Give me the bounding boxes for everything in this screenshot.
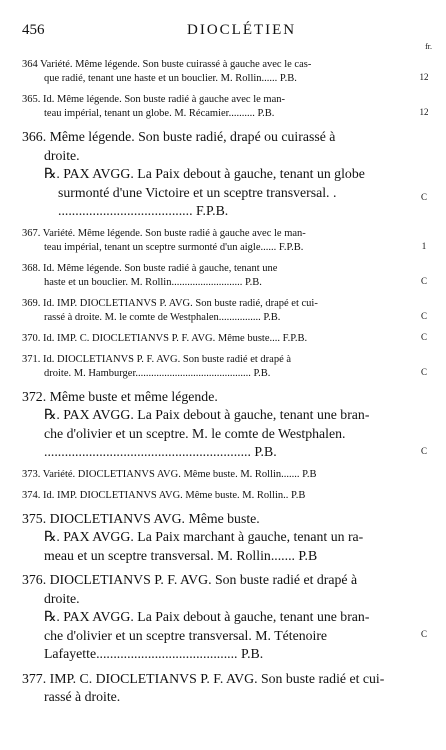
entry-line: droite. M. Hamburger............................................ P.B.	[44, 367, 271, 379]
rarity-value: C	[420, 331, 427, 342]
entry-line: que radié, tenant une haste et un bouclier. M. Rollin...... P.B.	[44, 73, 297, 84]
entry-line: teau impérial, tenant un globe. M. Récamier.......... P.B.	[44, 108, 275, 119]
entry-line: 365. Id. Même légende. Son buste radié à gauche avec le man-	[22, 94, 285, 105]
catalog-entry	[22, 468, 394, 482]
entry-line: surmonté d'une Victoire et un sceptre transversal. .	[58, 184, 337, 200]
catalog-entry	[22, 670, 394, 707]
entry-line: che d'olivier et un sceptre. M. le comte de Westphalen.	[44, 425, 346, 441]
catalog-entries	[22, 58, 429, 713]
entry-line: 368. Id. Même légende. Son buste radié à gauche, tenant une	[22, 262, 278, 274]
entry-line: 375. DIOCLETIANVS AVG. Même buste.	[22, 510, 260, 526]
entry-line: ....................................... F.P.B.	[58, 203, 229, 218]
entry-line: ℞. PAX AVGG. La Paix marchant à gauche, tenant un ra-	[44, 529, 364, 544]
entry-line: ............................................................ P.B.	[44, 444, 277, 459]
catalog-entry	[22, 128, 427, 221]
catalog-entry	[22, 227, 427, 255]
catalog-entry	[22, 297, 427, 325]
entry-line: 369. Id. IMP. DIOCLETIANVS P. AVG. Son buste radié, drapé et cui-	[22, 297, 318, 309]
entry-line: rassé à droite.	[44, 689, 121, 704]
rarity-value: C	[420, 629, 427, 639]
entry-line: 374. Id. IMP. DIOCLETIANVS AVG. Même buste. M. Rollin.. P.B	[22, 489, 306, 501]
catalog-entry	[22, 262, 427, 290]
entry-line: 373. Variété. DIOCLETIANVS AVG. Même buste. M. Rollin....... P.B	[22, 468, 317, 480]
entry-line: Lafayette......................................... P.B.	[44, 646, 264, 661]
entry-line: 376. DIOCLETIANVS P. F. AVG. Son buste radié et drapé à	[22, 572, 358, 587]
rarity-value: C	[420, 275, 427, 286]
catalog-entry	[22, 93, 429, 121]
entry-line: haste et un bouclier. M. Rollin........................... P.B.	[44, 276, 262, 288]
entry-line: 377. IMP. C. DIOCLETIANVS P. F. AVG. Son buste radié et cui-	[22, 670, 385, 686]
entry-line: ℞. PAX AVGG. La Paix debout à gauche, tenant une bran-	[44, 407, 370, 422]
page-header	[22, 20, 434, 51]
catalog-entry	[22, 510, 394, 566]
entry-line: droite.	[44, 147, 80, 163]
entry-line: 371. Id. DIOCLETIANVS P. F. AVG. Son buste radié et drapé à	[22, 353, 292, 365]
rarity-column-header: fr.	[425, 42, 432, 51]
catalog-entry	[22, 331, 427, 346]
entry-line: droite.	[44, 590, 80, 606]
catalog-entry	[22, 353, 427, 381]
rarity-value: C	[420, 310, 427, 321]
entry-line: 367. Variété. Même légende. Son buste radié à gauche avec le man-	[22, 227, 306, 239]
page-title: DIOCLÉTIEN	[187, 22, 297, 38]
catalog-entry	[22, 58, 429, 86]
catalog-entry	[22, 388, 427, 462]
catalog-entry	[22, 571, 427, 664]
entry-line: 364 Variété. Même légende. Son buste cuirassé à gauche avec le cas-	[22, 59, 312, 70]
entry-line: teau impérial, tenant un sceptre surmonté d'un aigle...... F.P.B.	[44, 241, 304, 253]
entry-line: che d'olivier et un sceptre transversal. M. Tétenoire	[44, 627, 328, 643]
rarity-value: 12	[419, 107, 429, 117]
rarity-value: C	[420, 445, 427, 456]
rarity-value: C	[420, 366, 427, 377]
rarity-value: C	[420, 192, 427, 202]
entry-line: meau et un sceptre transversal. M. Rollin....... P.B	[44, 547, 318, 563]
entry-line: 372. Même buste et même légende.	[22, 388, 218, 404]
entry-line: 370. Id. IMP. C. DIOCLETIANVS P. F. AVG. Même buste.... F.P.B.	[22, 332, 308, 344]
entry-line: 366. Même légende. Son buste radié, drapé ou cuirassé à	[22, 129, 336, 144]
entry-line: ℞. PAX AVGG. La Paix debout à gauche, tenant une bran-	[44, 609, 370, 624]
entry-line: rassé à droite. M. le comte de Westphalen................ P.B.	[44, 311, 281, 323]
entry-line: ℞. PAX AVGG. La Paix debout à gauche, tenant un globe	[44, 166, 365, 181]
rarity-value: 12	[419, 72, 429, 82]
page-number: 456	[22, 22, 45, 38]
rarity-value: 1	[421, 240, 427, 251]
catalog-entry	[22, 489, 394, 503]
